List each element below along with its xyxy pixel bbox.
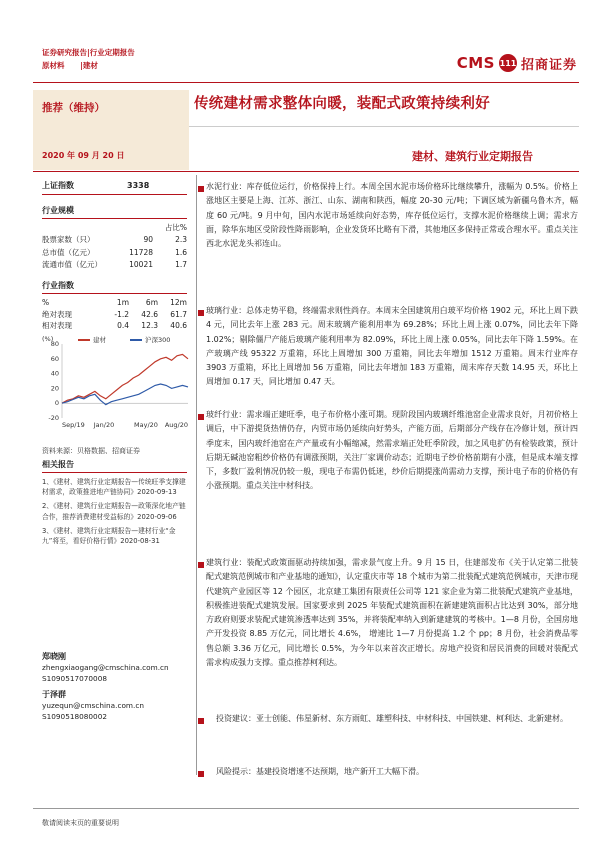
cement-paragraph: 水泥行业：库存低位运行，价格保持上行。本周全国水泥市场价格环比继续攀升，涨幅为 0.5%。价格上涨地区主要是上海、江苏、浙江、山东、湖南和陕西，幅度 20-30 元/吨；下调区域为新疆乌鲁木齐，幅度 60 元/吨。9 月中旬，国内水泥市场延续向好态势，库存低位运行，支撑水泥价格继续上调；需求方面，除华东地区受阶段性降雨影响，企业发货环比略有下滑，其他地区多保持正常或合理水平。重点关注西北水泥龙头祁连山。 (206, 182, 578, 249)
scale-row-pct: 1.7 (175, 259, 187, 269)
scale-row-pct: 1.6 (175, 247, 187, 257)
bullet-icon (198, 771, 204, 777)
legend-label: 建材 (93, 336, 106, 344)
footer-rule (33, 808, 579, 809)
perf-header-unit: % (42, 298, 50, 307)
report-date: 2020 年 09 月 20 日 (42, 151, 125, 160)
bullet-icon (198, 310, 204, 316)
perf-header-12m: 12m (170, 298, 187, 307)
y-tick-label: 80 (50, 340, 59, 348)
performance-chart (40, 334, 190, 436)
related-report-item[interactable]: 3、《建材、建筑行业定期报告—建材行业“金九”将至，看好价格行情》2020-08-31 (42, 526, 176, 546)
index-value: 3338 (127, 181, 150, 190)
y-tick-label: 0 (54, 399, 59, 408)
report-subtitle: 建材、建筑行业定期报告 (412, 150, 533, 163)
industry-scale (42, 205, 187, 271)
perf-row-6m: 42.6 (141, 309, 158, 319)
y-tick-label: 60 (50, 354, 59, 363)
analyst-card (42, 690, 187, 722)
y-axis-unit: (%) (42, 335, 54, 343)
analyst-card (42, 652, 187, 684)
index-rule (42, 194, 187, 195)
chart-source: 资料来源：贝格数据、招商证券 (42, 447, 140, 455)
perf-header-1m: 1m (116, 298, 129, 307)
perf-row-6m: 12.3 (141, 321, 158, 330)
industry-performance (42, 280, 187, 332)
perf-row (42, 320, 187, 332)
x-tick-label: Aug/20 (164, 421, 188, 429)
title-rule (33, 171, 579, 172)
bullet-icon (198, 562, 204, 568)
scale-row-label: 流通市值（亿元） (42, 259, 102, 269)
perf-row-12m: 40.6 (170, 321, 187, 330)
analyst-block (42, 652, 187, 723)
sector-line: 原材料 |建材 (42, 61, 98, 70)
cms-logo (457, 50, 577, 76)
perf-row-1m: 0.4 (117, 321, 129, 330)
fiber-paragraph: 玻纤行业：需求端正建旺季，电子布价格小涨可期。现阶段国内玻璃纤维池窑企业需求良好，月初价格上调后，中下游提货热情仍存，内贸市场仍延续向好势头，产能方面，后期部分产线存在冷修计划，预计四季度末，国内玻纤池窑在产产量或有小幅缩减，然需求端正处旺季阶段，加之风电扩仍有检装政策，预计后期无碱池窑粗纱价格仍有调涨预期，关注厂家调价动态；近期电子纱价格前期有小涨，但是成本端支撑下，多数厂盈利情况仍较一般，现电子布需仍低迷，纱价后期提涨尚需动力支撑，预计电子布的价格仍有小涨预期。重点关注中材科技。 (206, 410, 578, 491)
perf-row-label: 绝对表现 (42, 309, 72, 319)
x-tick-label: Jan/20 (93, 421, 115, 429)
scale-row-value: 10021 (129, 259, 153, 269)
analyst-cert: S1090518080002 (42, 711, 107, 721)
related-report-item[interactable]: 2、《建材、建筑行业定期报告—政策深化地产链合作，推荐消费建材受益标的》2020-09-06 (42, 502, 186, 521)
industry-scale-title: 行业规模 (42, 206, 74, 215)
industry-perf-rule (42, 293, 187, 294)
building-paragraph: 建筑行业：装配式政策面驱动持续加强，需求景气度上升。9 月 15 日，住建部发布《关于认定第二批装配式建筑范例城市和产业基地的通知》，认定重庆市等 18 个城市为第二批装配式建筑范例城市，天津市现代建筑产业园区等 12 个园区，北京建工集团有限责任公司等 121 家企业为第二批装配式建筑产业基地，积极推进装配式建筑发展。国家要求到 2025 年装配式建筑面积在新建建筑面积占比达到 30%，部分地方政府则要求装配式建筑渗透率达到 35%，并将装配率纳入到新建建筑的考核中。1—8 月份，全国房地产开发投资 8.85 万亿元，同比增长 4.6%， 增速比 1—7 月份提高 1.2 个 pp；8 月份，社会消费品零售总额 3.36 万亿元，同比增长 0.5%，为今年以来首次正增长。房地产投资和居民消费的回暖对装配式需求构成强力支撑。重点推荐柯利达。 (206, 558, 578, 668)
industry-perf-title: 行业指数 (42, 281, 74, 290)
perf-header-row (42, 297, 187, 309)
analyst-name: 郑晓刚 (42, 652, 66, 661)
bullet-icon (198, 414, 204, 420)
scale-row-label: 总市值（亿元） (42, 247, 95, 257)
bullet-icon (198, 718, 204, 724)
rating-band (33, 90, 189, 142)
column-divider (196, 175, 197, 775)
scale-row (42, 234, 187, 246)
perf-row-12m: 61.7 (170, 309, 187, 319)
x-tick-label: Sep/19 (62, 421, 85, 429)
index-block (42, 180, 187, 195)
footer-note: 敬请阅读末页的重要说明 (42, 819, 119, 827)
index-label: 上证指数 (42, 181, 74, 190)
perf-row-1m: -1.2 (114, 309, 129, 319)
header-rule (33, 82, 579, 83)
y-tick-label: 40 (50, 369, 59, 378)
headline: 传统建材需求整体向暖，装配式政策持续利好 (194, 96, 490, 112)
analyst-email[interactable]: yuzequn@cmschina.com.cn (42, 701, 144, 711)
analyst-email[interactable]: zhengxiaogang@cmschina.com.cn (42, 662, 169, 672)
perf-header-6m: 6m (145, 298, 158, 307)
y-tick-label: -20 (48, 414, 59, 422)
glass-paragraph: 玻璃行业：总体走势平稳，终端需求则性尚存。本周末全国建筑用白玻平均价格 1902 元，环比上周下跌 4 元，同比去年上涨 283 元。周末玻璃产能利用率为 69.28%；环比上周上涨 0.07%，同比去年下降 1.02%；剔除僵尸产能后玻璃产能利用率为 82.09%，环比上周上涨 0.05%，同比去年下降 1.59%。在产玻璃产线 95322 万重箱，环比上周增加 300 万重箱，同比去年增加 1512 万重箱。周末行业库存 3903 万重箱，环比上周增加 56 万重箱，同比去年增加 183 万重箱，周末库存天数 14.95 天，环比上周增加 0.17 天，同比增加 0.47 天。 (206, 306, 578, 387)
advice-paragraph: 投资建议：亚士创能、伟星新材、东方雨虹、雄塑科技、中材科技、中国铁建、柯利达、北新建材。 (216, 714, 568, 723)
related-rule (42, 472, 187, 473)
report-type-header (42, 46, 135, 72)
rating-label: 推荐（维持） (42, 102, 105, 114)
x-tick-label: May/20 (134, 421, 158, 429)
headline-divider (189, 126, 579, 127)
related-report-item[interactable]: 1、《建材、建筑行业定期报告—传统旺季支撑建材需求，政策推进地产链协同》2020-09-13 (42, 478, 186, 497)
industry-scale-rule (42, 218, 187, 219)
analyst-name: 于泽群 (42, 690, 66, 700)
scale-row-value: 90 (143, 235, 153, 245)
y-tick-label: 20 (50, 384, 59, 393)
scale-row (42, 259, 187, 271)
logo-seal-icon: 111 (499, 54, 517, 72)
report-type-line: 证券研究报告|行业定期报告 (42, 48, 135, 57)
scale-row-value: 11728 (129, 247, 153, 257)
scale-row-label: 股票家数（只） (42, 235, 95, 245)
scale-row (42, 247, 187, 259)
series-line-0 (62, 354, 188, 403)
risk-paragraph: 风险提示：基建投资增速不达预期，地产新开工大幅下滑。 (216, 767, 424, 776)
perf-row-label: 相对表现 (42, 321, 72, 330)
analyst-cert: S1090517070008 (42, 673, 107, 683)
logo-cn-text: 招商证券 (520, 57, 577, 73)
legend-label: 沪深300 (145, 336, 171, 344)
scale-row-pct: 2.3 (175, 235, 187, 245)
related-reports (42, 459, 187, 546)
bullet-icon (198, 186, 204, 192)
perf-row (42, 309, 187, 321)
related-title: 相关报告 (42, 460, 74, 469)
pct-header: 占比% (164, 223, 187, 232)
series-line-1 (62, 384, 188, 405)
logo-cms-text: CMS (456, 54, 495, 72)
